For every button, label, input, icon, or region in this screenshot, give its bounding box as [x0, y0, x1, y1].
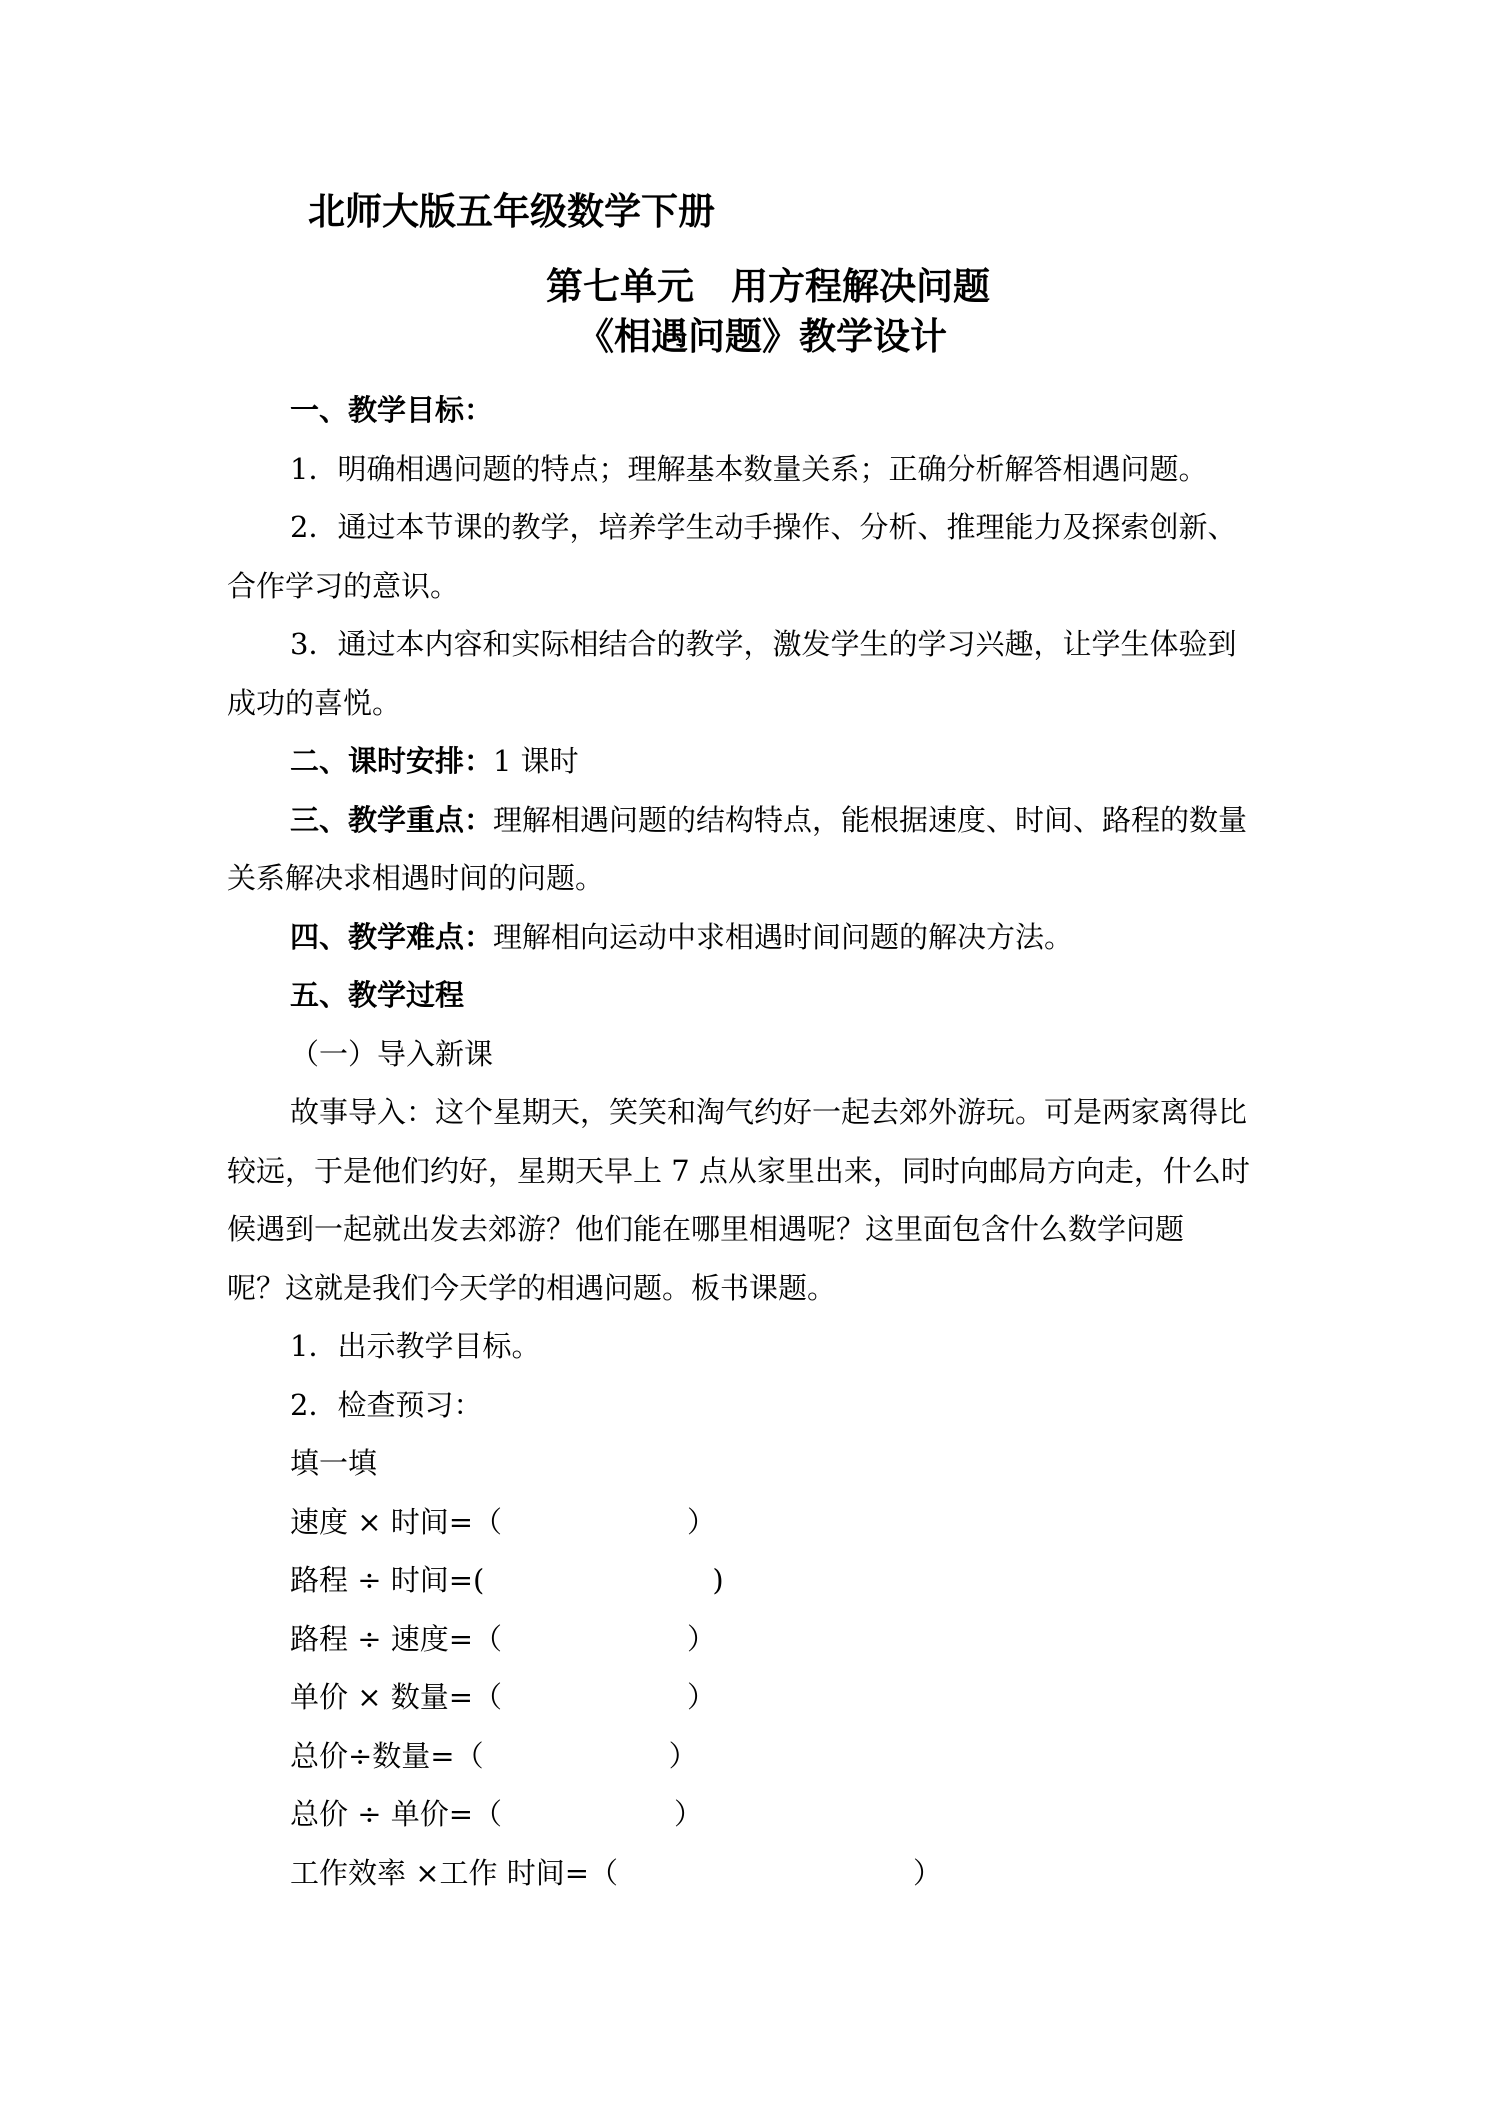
- fill-item-2-label: 路程 ÷ 时间=(: [290, 1563, 485, 1597]
- difficulties-line: [290, 917, 1073, 957]
- story-line-2: 较远，于是他们约好，星期天早上 7 点从家里出来，同时向邮局方向走，什么时: [227, 1154, 1250, 1188]
- fill-item-1: [290, 1502, 716, 1542]
- fill-item-4-label: 单价 × 数量=（: [290, 1680, 503, 1714]
- fill-item-6-label: 总价 ÷ 单价=（: [290, 1797, 503, 1831]
- objective-2-line-1: 2．通过本节课的教学，培养学生动手操作、分析、推理能力及探索创新、: [290, 510, 1237, 544]
- section-heading-schedule: 二、课时安排：: [290, 744, 494, 778]
- fill-item-5-close: ）: [668, 1739, 698, 1773]
- fill-item-4-close: ）: [687, 1680, 717, 1714]
- section-heading-process: 五、教学过程: [290, 978, 465, 1012]
- key-points-line-1: [290, 800, 1247, 840]
- fill-title: 填一填: [290, 1446, 378, 1480]
- step-1: 1．出示教学目标。: [290, 1329, 541, 1363]
- story-line-3: 候遇到一起就出发去郊游？他们能在哪里相遇呢？这里面包含什么数学问题: [227, 1212, 1185, 1246]
- fill-item-4: [290, 1677, 716, 1717]
- key-points-text: 理解相遇问题的结构特点，能根据速度、时间、路程的数量: [493, 803, 1248, 837]
- fill-item-6: [290, 1794, 703, 1834]
- fill-item-2: [290, 1560, 724, 1600]
- story-line-1: 故事导入：这个星期天，笑笑和淘气约好一起去郊外游玩。可是两家离得比: [290, 1095, 1248, 1129]
- objective-1: 1．明确相遇问题的特点；理解基本数量关系；正确分析解答相遇问题。: [290, 452, 1208, 486]
- difficulties-text: 理解相向运动中求相遇时间问题的解决方法。: [493, 920, 1074, 954]
- story-line-4: 呢？这就是我们今天学的相遇问题。板书课题。: [227, 1271, 837, 1305]
- fill-item-3: [290, 1619, 716, 1659]
- fill-item-6-close: ）: [674, 1797, 704, 1831]
- fill-item-2-close: ): [712, 1563, 724, 1597]
- fill-item-5: [290, 1736, 698, 1776]
- fill-item-7: [290, 1853, 942, 1893]
- key-points-line-2: 关系解决求相遇时间的问题。: [227, 861, 605, 895]
- section-heading-objectives: 一、教学目标：: [290, 393, 494, 427]
- fill-item-5-label: 总价÷数量=（: [290, 1739, 484, 1773]
- step-2: 2．检查预习：: [290, 1388, 483, 1422]
- fill-item-1-label: 速度 × 时间=（: [290, 1505, 503, 1539]
- fill-item-7-close: ）: [913, 1856, 943, 1890]
- publisher-line: 北师大版五年级数学下册: [308, 190, 715, 233]
- objective-3-line-2: 成功的喜悦。: [227, 686, 402, 720]
- section-heading-difficulties: 四、教学难点：: [290, 920, 494, 954]
- lesson-title: 《相遇问题》教学设计: [577, 315, 947, 358]
- fill-item-7-label: 工作效率 ×工作 时间=（: [290, 1856, 619, 1890]
- schedule-line: [290, 741, 579, 781]
- schedule-text: 1 课时: [493, 744, 579, 778]
- unit-title: 第七单元 用方程解决问题: [546, 265, 990, 308]
- fill-item-1-close: ）: [687, 1505, 717, 1539]
- objective-3-line-1: 3．通过本内容和实际相结合的教学，激发学生的学习兴趣，让学生体验到: [290, 627, 1237, 661]
- fill-item-3-label: 路程 ÷ 速度=（: [290, 1622, 503, 1656]
- fill-item-3-close: ）: [687, 1622, 717, 1656]
- section-heading-key-points: 三、教学重点：: [290, 803, 494, 837]
- objective-2-line-2: 合作学习的意识。: [227, 569, 460, 603]
- subsection-intro: （一）导入新课: [290, 1037, 494, 1071]
